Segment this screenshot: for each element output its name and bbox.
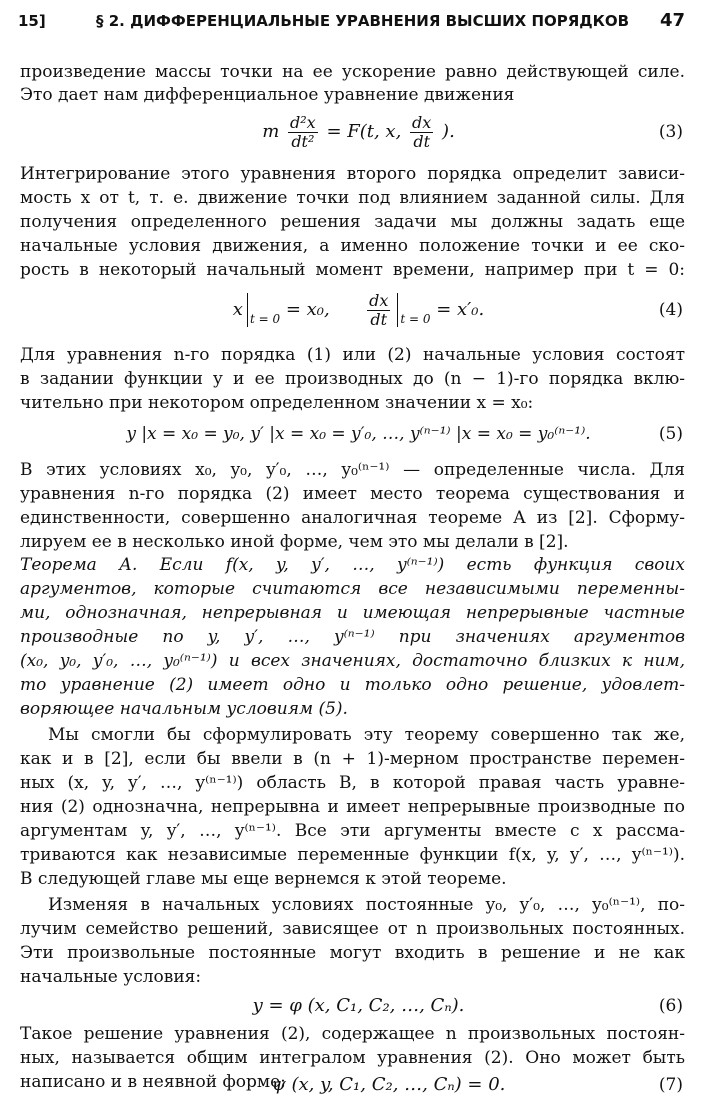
- text-line: лучим семейство решений, зависящее от n произвольных постоянных.: [20, 919, 685, 939]
- theorem-line: воряющее начальным условиям (5).: [20, 699, 348, 719]
- equation-number: (4): [658, 300, 683, 320]
- text-line: В этих условиях x₀, y₀, y′₀, …, y₀⁽ⁿ⁻¹⁾ — определенные числа. Для: [20, 460, 685, 480]
- equation-number: (6): [658, 996, 683, 1016]
- eq3-rhs-b: ).: [442, 121, 455, 142]
- eq4-fraction: $\frac{dx}{dt}$: [369, 290, 389, 329]
- text-line: Интегрирование этого уравнения второго порядка определит зависи-: [20, 164, 685, 184]
- text-line: получения определенного решения задачи мы должны задать еще: [20, 212, 685, 232]
- equation-3: [0, 112, 717, 152]
- theorem-line: Теорема А. Если f(x, y, y′, …, y⁽ⁿ⁻¹⁾) есть функция своих: [20, 555, 685, 575]
- equation-7: [0, 1070, 717, 1100]
- text-line: Такое решение уравнения (2), содержащее n произвольных постоян-: [20, 1024, 685, 1044]
- running-header: § 2. ДИФФЕРЕНЦИАЛЬНЫЕ УРАВНЕНИЯ ВЫСШИХ ПОРЯДКОВ: [96, 12, 630, 30]
- eq4-rhs-b: = x′₀.: [436, 299, 485, 320]
- eq3-rhs-fraction: $\frac{dx}{dt}$: [412, 112, 432, 151]
- eq5-body: y |x = x₀ = y₀, y′ |x = x₀ = y′₀, …, y⁽ⁿ⁻¹⁾ |x = x₀ = y₀⁽ⁿ⁻¹⁾.: [126, 424, 591, 444]
- eq4-var: x: [232, 299, 243, 320]
- equation-number: (7): [658, 1075, 683, 1095]
- eq4-rhs-a: = x₀,: [285, 299, 330, 320]
- equation-6: [0, 986, 717, 1026]
- text-line: лируем ее в несколько иной форме, чем это мы делали в [2].: [20, 532, 569, 552]
- text-line: чительно при некотором определенном значении x = x₀:: [20, 393, 534, 413]
- text-line: Изменяя в начальных условиях постоянные y₀, y′₀, …, y₀⁽ⁿ⁻¹⁾, по-: [48, 895, 685, 915]
- text-line: как и в [2], если бы ввели в (n + 1)-мерном пространстве перемен-: [20, 749, 685, 769]
- eq3-lhs: m: [262, 121, 280, 142]
- equation-4: [0, 290, 717, 330]
- text-line: начальные условия движения, а именно положение точки и ее ско-: [20, 236, 685, 256]
- eq7-body: ψ (x, y, C₁, C₂, …, Cₙ) = 0.: [271, 1074, 506, 1095]
- text-line: Для уравнения n-го порядка (1) или (2) начальные условия состоят: [20, 345, 685, 365]
- equation-number: (3): [658, 122, 683, 142]
- eq6-body: y = φ (x, C₁, C₂, …, Cₙ).: [252, 995, 465, 1016]
- eq3-fraction: $\frac{\text{d²x}}{\text{dt²}}$: [290, 112, 316, 151]
- text-line: аргументам y, y′, …, y⁽ⁿ⁻¹⁾. Все эти аргументы вместе с x рассма-: [20, 821, 685, 841]
- text-line: ния (2) однозначна, непрерывна и имеет непрерывные производные по: [20, 797, 685, 817]
- text-line: триваются как независимые переменные функции f(x, y, y′, …, y⁽ⁿ⁻¹⁾).: [20, 845, 685, 865]
- text-line: в задании функции y и ее производных до (n − 1)-го порядка вклю-: [20, 369, 685, 389]
- theorem-line: ми, однозначная, непрерывная и имеющая непрерывные частные: [20, 603, 685, 623]
- text-line: начальные условия:: [20, 967, 202, 987]
- text-line: единственности, совершенно аналогичная теореме А из [2]. Сформу-: [20, 508, 685, 528]
- text-line: мость x от t, т. е. движение точки под влиянием заданной силы. Для: [20, 188, 685, 208]
- text-line: написано и в неявной форме:: [20, 1072, 286, 1092]
- theorem-line: (x₀, y₀, y′₀, …, y₀⁽ⁿ⁻¹⁾) и всех значениях, достаточно близких к ним,: [20, 651, 685, 671]
- eq4-sub-a: t = 0: [249, 312, 281, 326]
- eq4-sub-b: t = 0: [400, 312, 431, 326]
- eq3-rhs-a: = F(t, x,: [326, 121, 402, 142]
- text-line: Мы смогли бы сформулировать эту теорему совершенно так же,: [48, 725, 685, 745]
- text-line: ных, называется общим интегралом уравнения (2). Оно может быть: [20, 1048, 685, 1068]
- theorem-line: аргументов, которые считаются все независимыми переменны-: [20, 579, 685, 599]
- theorem-line: то уравнение (2) имеет одно и только одно решение, удовлет-: [20, 675, 685, 695]
- text-line: В следующей главе мы еще вернемся к этой теореме.: [20, 869, 507, 889]
- section-marker: 15]: [18, 12, 46, 30]
- text-line: Это дает нам дифференциальное уравнение движения: [20, 85, 515, 105]
- text-line: ных (x, y, y′, …, y⁽ⁿ⁻¹⁾) область B, в которой правая часть уравне-: [20, 773, 685, 793]
- page-number: 47: [660, 10, 686, 31]
- text-line: произведение массы точки на ее ускорение равно действующей силе.: [20, 62, 685, 82]
- theorem-line: производные по y, y′, …, y⁽ⁿ⁻¹⁾ при значениях аргументов: [20, 627, 685, 647]
- equation-number: (5): [658, 424, 683, 444]
- text-line: Эти произвольные постоянные могут входить в решение и не как: [20, 943, 685, 963]
- text-line: рость в некоторый начальный момент времени, например при t = 0:: [20, 260, 685, 280]
- equation-5: [0, 414, 717, 454]
- text-line: уравнения n-го порядка (2) имеет место теорема существования и: [20, 484, 685, 504]
